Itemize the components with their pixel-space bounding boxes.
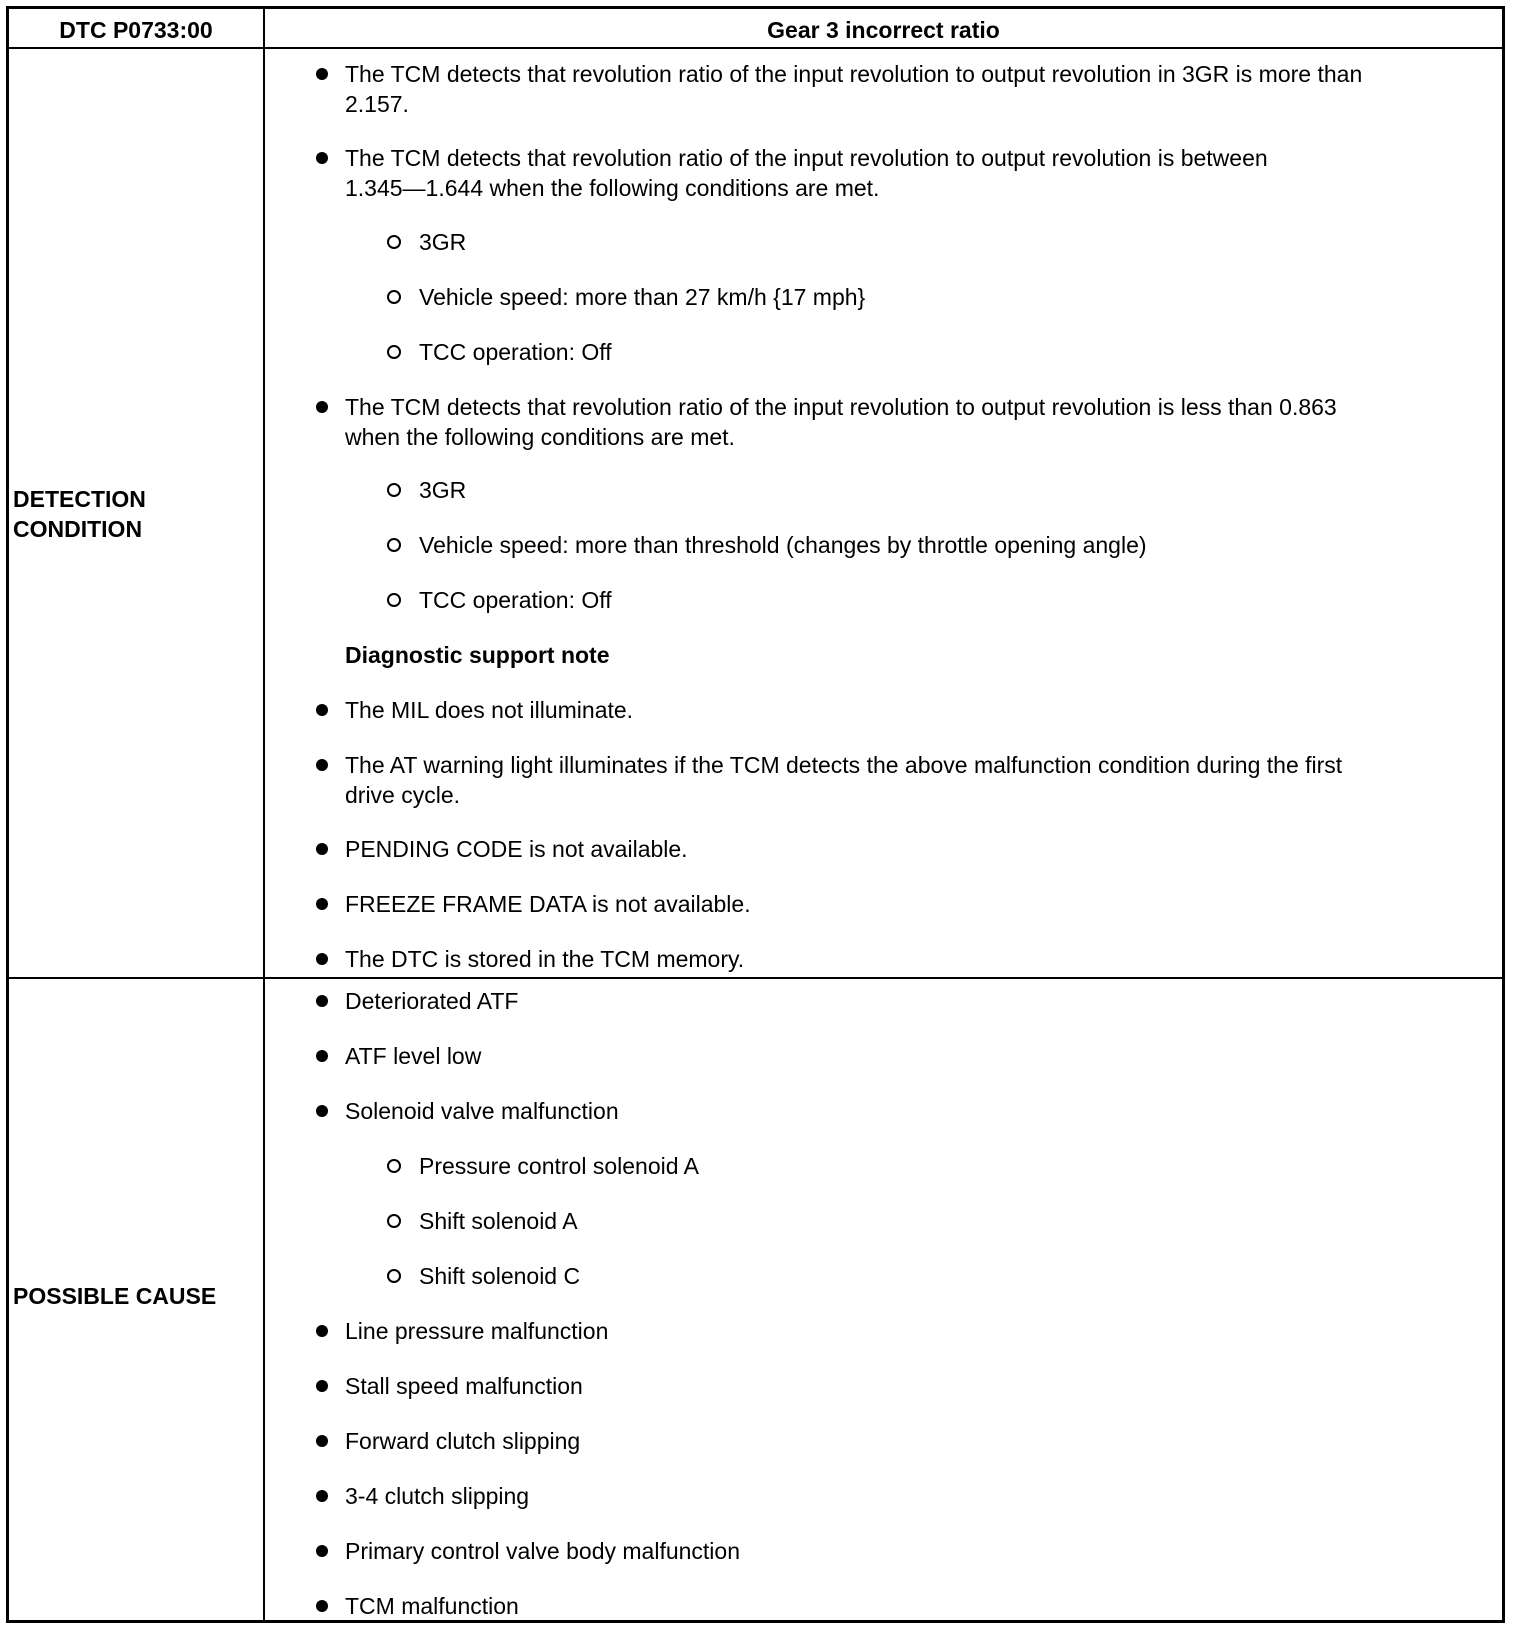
detection-b2-sub1: 3GR xyxy=(419,229,467,255)
cause-item: Forward clutch slipping xyxy=(345,1428,581,1454)
cause-item: Line pressure malfunction xyxy=(345,1318,609,1344)
detection-b2-line1: The TCM detects that revolution ratio of the input revolution to output revolution is between xyxy=(345,145,1268,171)
bullet-icon xyxy=(316,1435,328,1447)
bullet-icon xyxy=(316,953,328,965)
detection-b3-line2: when the following conditions are met. xyxy=(345,424,735,450)
detection-b2-line2: 1.345—1.644 when the following conditions are met. xyxy=(345,175,880,201)
detection-b6: PENDING CODE is not available. xyxy=(345,836,688,862)
cause-item: Solenoid valve malfunction xyxy=(345,1098,619,1124)
hollow-bullet-icon xyxy=(387,593,401,607)
detection-b3-sub2: Vehicle speed: more than threshold (changes by throttle opening angle) xyxy=(419,532,1147,558)
dtc-code: DTC P0733:00 xyxy=(59,17,213,43)
cause-item: Deteriorated ATF xyxy=(345,988,519,1014)
detection-b1-line1: The TCM detects that revolution ratio of the input revolution to output revolution in 3GR is more than xyxy=(345,61,1363,87)
bullet-icon xyxy=(316,759,328,771)
detection-label-line1: DETECTION xyxy=(13,486,146,512)
dtc-title: Gear 3 incorrect ratio xyxy=(767,17,1000,43)
detection-b1-line2: 2.157. xyxy=(345,91,409,117)
bullet-icon xyxy=(316,1105,328,1117)
cause-item: 3-4 clutch slipping xyxy=(345,1483,530,1509)
diagnostic-note-heading: Diagnostic support note xyxy=(345,642,610,668)
bullet-icon xyxy=(316,1490,328,1502)
bullet-icon xyxy=(316,1380,328,1392)
detection-b5-line1: The AT warning light illuminates if the TCM detects the above malfunction condition during the first xyxy=(345,752,1343,778)
detection-b2-sub2: Vehicle speed: more than 27 km/h {17 mph} xyxy=(419,284,866,310)
detection-b8: The DTC is stored in the TCM memory. xyxy=(345,946,745,972)
bullet-icon xyxy=(316,68,328,80)
dtc-table xyxy=(6,6,1505,1623)
hollow-bullet-icon xyxy=(387,235,401,249)
section-divider xyxy=(9,977,1502,979)
header-divider xyxy=(9,47,1502,49)
bullet-icon xyxy=(316,401,328,413)
detection-b3-line1: The TCM detects that revolution ratio of the input revolution to output revolution is less than 0.863 xyxy=(345,394,1337,420)
cause-item: Stall speed malfunction xyxy=(345,1373,583,1399)
column-divider xyxy=(263,9,265,1620)
hollow-bullet-icon xyxy=(387,538,401,552)
bullet-icon xyxy=(316,898,328,910)
hollow-bullet-icon xyxy=(387,483,401,497)
cause-sub-item: Pressure control solenoid A xyxy=(419,1153,699,1179)
cause-item: TCM malfunction xyxy=(345,1593,519,1619)
cause-sub-item: Shift solenoid A xyxy=(419,1208,578,1234)
bullet-icon xyxy=(316,152,328,164)
hollow-bullet-icon xyxy=(387,290,401,304)
detection-b3-sub3: TCC operation: Off xyxy=(419,587,612,613)
detection-b3-sub1: 3GR xyxy=(419,477,467,503)
bullet-icon xyxy=(316,1325,328,1337)
bullet-icon xyxy=(316,1050,328,1062)
cause-item: ATF level low xyxy=(345,1043,482,1069)
detection-b4: The MIL does not illuminate. xyxy=(345,697,634,723)
detection-b7: FREEZE FRAME DATA is not available. xyxy=(345,891,751,917)
bullet-icon xyxy=(316,843,328,855)
hollow-bullet-icon xyxy=(387,345,401,359)
bullet-icon xyxy=(316,1600,328,1612)
hollow-bullet-icon xyxy=(387,1269,401,1283)
bullet-icon xyxy=(316,995,328,1007)
hollow-bullet-icon xyxy=(387,1159,401,1173)
cause-item: Primary control valve body malfunction xyxy=(345,1538,740,1564)
detection-label-line2: CONDITION xyxy=(13,516,143,542)
detection-b5-line2: drive cycle. xyxy=(345,782,461,808)
cause-sub-item: Shift solenoid C xyxy=(419,1263,581,1289)
bullet-icon xyxy=(316,1545,328,1557)
detection-b2-sub3: TCC operation: Off xyxy=(419,339,612,365)
hollow-bullet-icon xyxy=(387,1214,401,1228)
possible-cause-label: POSSIBLE CAUSE xyxy=(13,1283,217,1309)
bullet-icon xyxy=(316,704,328,716)
